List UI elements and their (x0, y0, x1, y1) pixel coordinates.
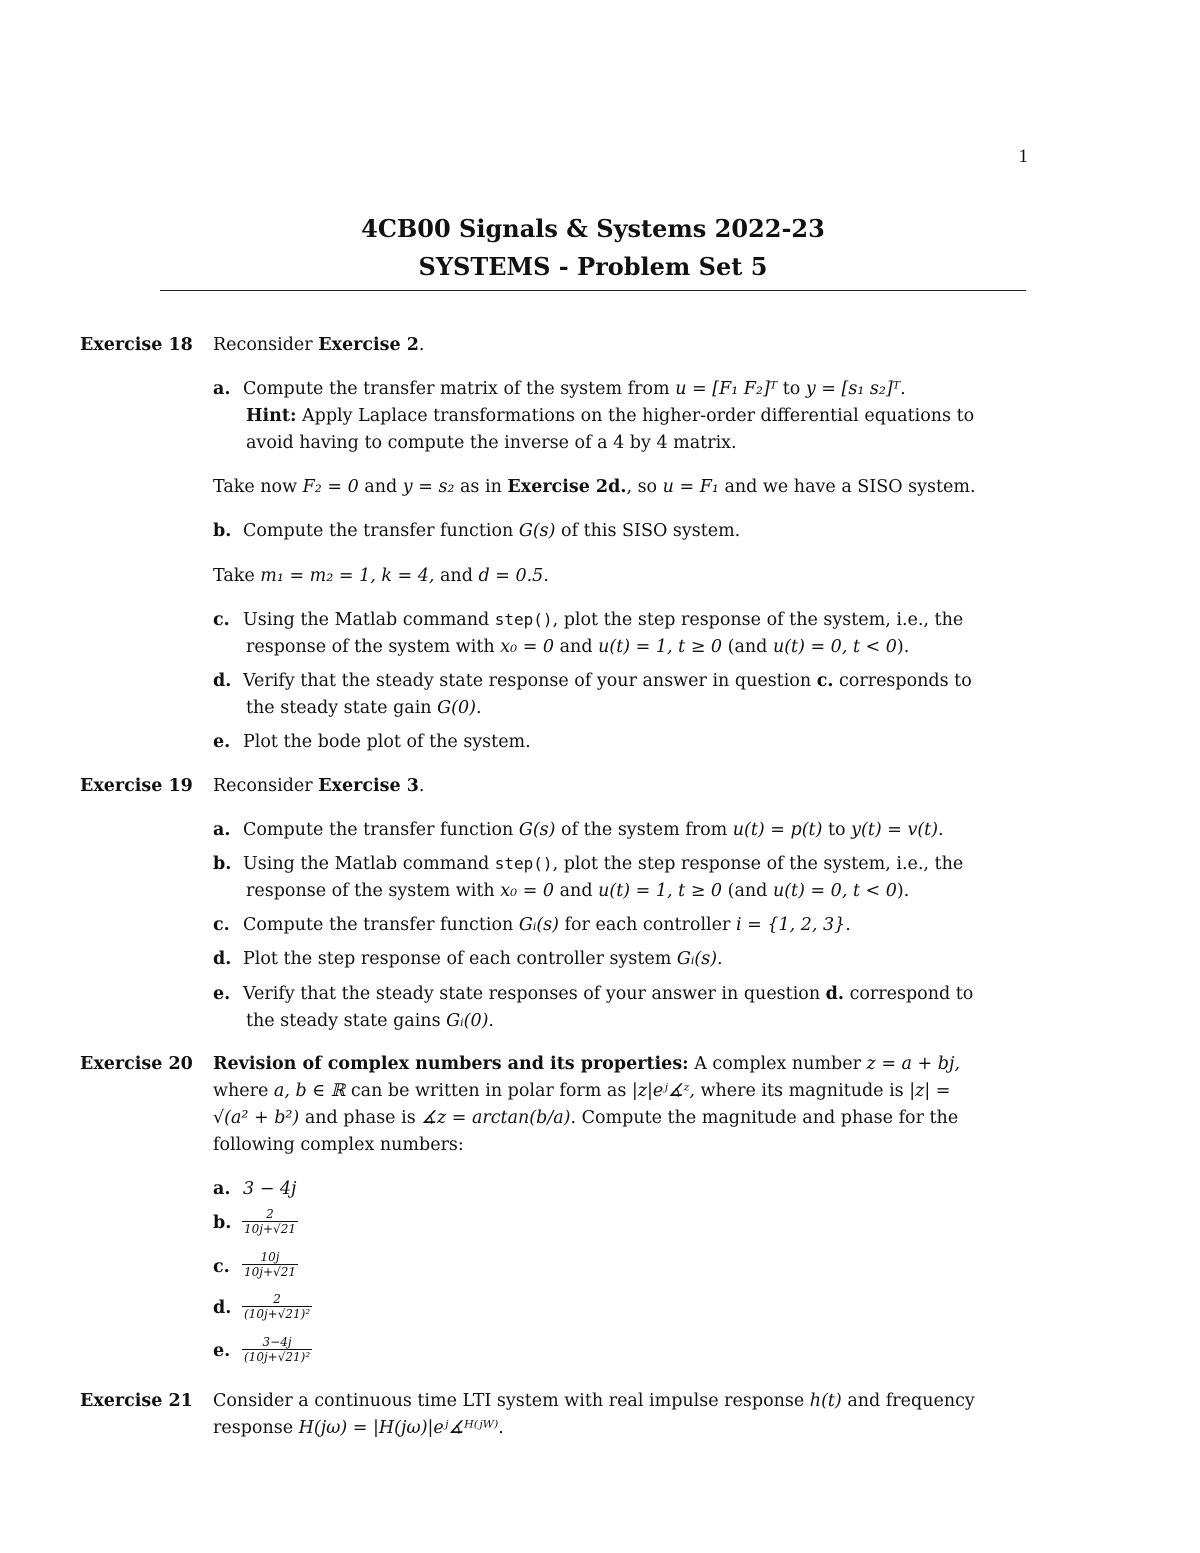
ex18-item-b-label: b. (213, 521, 232, 541)
ex20-line-4: following complex numbers: (213, 1135, 464, 1155)
ex18-item-a-line1: Compute the transfer matrix of the system from u = [F₁ F₂]ᵀ to y = [s₁ s₂]ᵀ. (243, 379, 906, 399)
ex18-item-c-label: c. (213, 610, 230, 630)
ex20-item-d-label: d. (213, 1298, 232, 1318)
ex20-line-2: where a, b ∈ ℝ can be written in polar form as |z|eʲ∡ᶻ, where its magnitude is |z| = (213, 1081, 951, 1101)
ex20-item-c-fraction (242, 1250, 298, 1279)
ex18-item-c-line1: Using the Matlab command step(), plot the step response of the system, i.e., the (243, 610, 964, 630)
ex20-item-b-fraction (242, 1207, 298, 1236)
ex20-item-d-fraction (242, 1292, 312, 1321)
ex20-item-c-label: c. (213, 1257, 230, 1277)
document-title (160, 210, 1026, 286)
ex18-item-a-line3: avoid having to compute the inverse of a 4 by 4 matrix. (246, 433, 737, 453)
ex20-line-3: √(a² + b²) and phase is ∡z = arctan(b/a). Compute the magnitude and phase for the (213, 1108, 959, 1128)
exercise-21-label: Exercise 21 (80, 1391, 193, 1411)
ex18-item-a-label: a. (213, 379, 231, 399)
exercise-20-label: Exercise 20 (80, 1054, 193, 1074)
ex21-line-2: response H(jω) = |H(jω)|eʲ∡ᴴ⁽ʲᵂ⁾. (213, 1418, 504, 1438)
exercise-18-intro: Reconsider Exercise 2. (213, 335, 425, 355)
ex19-item-b-line2: response of the system with x₀ = 0 and u(t) = 1, t ≥ 0 (and u(t) = 0, t < 0). (246, 881, 910, 901)
ex20-item-d-numerator: 2 (273, 1292, 281, 1306)
ex18-item-d-line2: the steady state gain G(0). (246, 698, 482, 718)
ex19-item-e-label: e. (213, 984, 231, 1004)
ex18-item-d-line1: Verify that the steady state response of your answer in question c. corresponds to (243, 671, 972, 691)
page-number: 1 (1018, 146, 1028, 167)
ex20-item-d-denominator: (10j+√21)² (244, 1307, 311, 1321)
ex20-item-e-fraction (242, 1335, 312, 1364)
ex20-item-e-denominator: (10j+√21)² (244, 1350, 311, 1364)
title-line-1: 4CB00 Signals & Systems 2022-23 (361, 214, 825, 243)
ex19-item-e-line2: the steady state gains Gᵢ(0). (246, 1011, 494, 1031)
ex20-item-e-label: e. (213, 1341, 231, 1361)
title-line-2: SYSTEMS - Problem Set 5 (418, 252, 768, 281)
ex19-item-b-label: b. (213, 854, 232, 874)
ex21-line-1: Consider a continuous time LTI system with real impulse response h(t) and frequency (213, 1391, 975, 1411)
ex20-item-c-denominator: 10j+√21 (244, 1265, 296, 1279)
ex18-item-e-text: Plot the bode plot of the system. (243, 732, 531, 752)
ex18-item-a-hint: Hint: Apply Laplace transformations on the higher-order differential equations to (246, 406, 975, 426)
ex18-item-b-text: Compute the transfer function G(s) of this SISO system. (243, 521, 741, 541)
ex20-item-c-numerator: 10j (260, 1250, 280, 1264)
ex18-item-d-label: d. (213, 671, 232, 691)
ex19-item-e-line1: Verify that the steady state responses of your answer in question d. correspond to (243, 984, 974, 1004)
exercise-18-label: Exercise 18 (80, 335, 193, 355)
exercise-19-label: Exercise 19 (80, 776, 193, 796)
ex20-line-1: Revision of complex numbers and its properties: A complex number z = a + bj, (213, 1054, 960, 1074)
ex20-item-a-label: a. (213, 1179, 231, 1199)
ex19-item-d-label: d. (213, 949, 232, 969)
ex18-item-e-label: e. (213, 732, 231, 752)
ex20-item-b-denominator: 10j+√21 (244, 1222, 296, 1236)
ex19-item-a-label: a. (213, 820, 231, 840)
ex19-item-a-text: Compute the transfer function G(s) of the system from u(t) = p(t) to y(t) = v(t). (243, 820, 944, 840)
ex18-item-c-line2: response of the system with x₀ = 0 and u(t) = 1, t ≥ 0 (and u(t) = 0, t < 0). (246, 637, 910, 657)
ex19-item-c-label: c. (213, 915, 230, 935)
title-divider (160, 290, 1026, 291)
ex18-take-params: Take m₁ = m₂ = 1, k = 4, and d = 0.5. (213, 566, 549, 586)
ex18-take-now: Take now F₂ = 0 and y = s₂ as in Exercise 2d., so u = F₁ and we have a SISO system. (213, 477, 976, 497)
ex19-item-d-text: Plot the step response of each controller system Gᵢ(s). (243, 949, 723, 969)
exercise-19-intro: Reconsider Exercise 3. (213, 776, 425, 796)
ex20-item-b-label: b. (213, 1213, 232, 1233)
ex19-item-c-text: Compute the transfer function Gᵢ(s) for each controller i = {1, 2, 3}. (243, 915, 851, 935)
ex20-item-b-numerator: 2 (266, 1207, 274, 1221)
ex20-item-e-numerator: 3−4j (262, 1335, 292, 1349)
ex19-item-b-line1: Using the Matlab command step(), plot the step response of the system, i.e., the (243, 854, 964, 874)
ex20-item-a-value: 3 − 4j (243, 1179, 297, 1199)
